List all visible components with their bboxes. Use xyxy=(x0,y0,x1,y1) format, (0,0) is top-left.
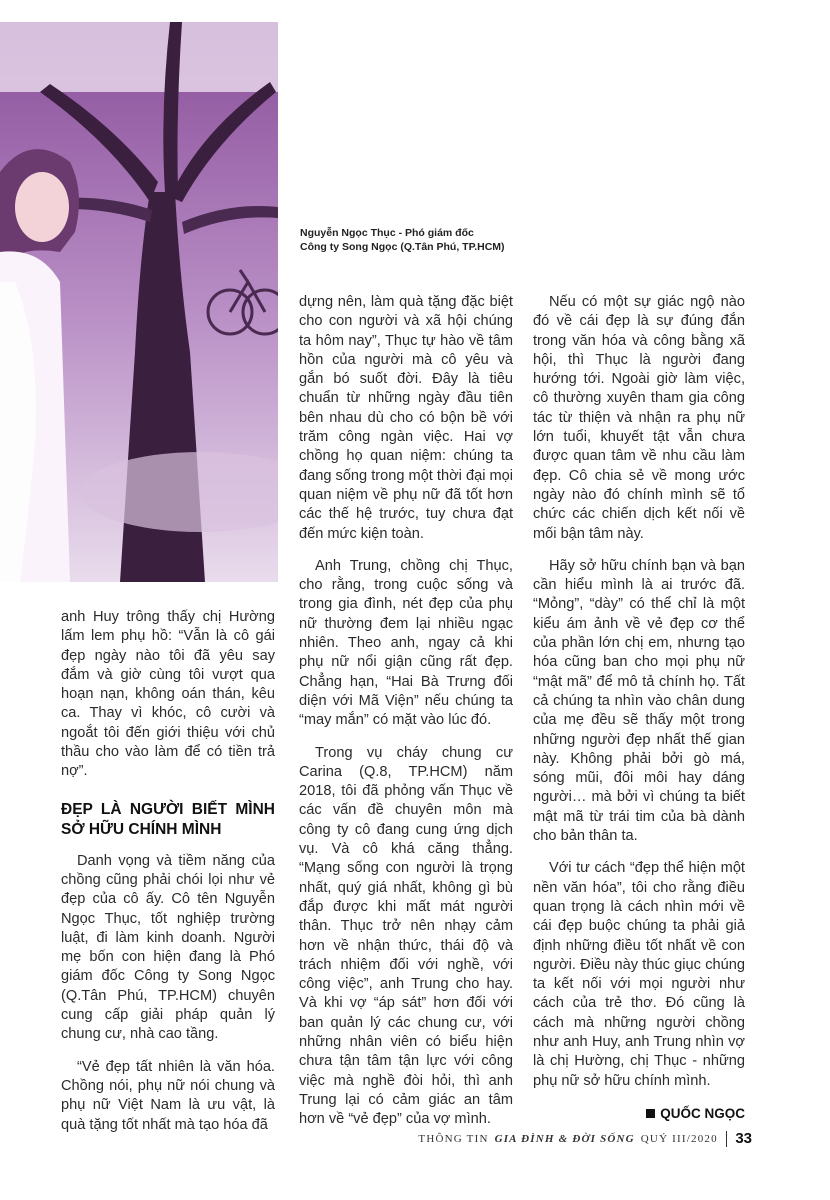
paragraph: Nếu có một sự giác ngộ nào đó về cái đẹp là sự đúng đắn trong văn hóa và công bằng xã hội, thì Thục là người đang hướng tới. Ngoài giờ làm việc, cô thường xuyên tham gia công tác từ thiện và nhận ra phụ nữ lớn tuổi, khuyết tật vẫn chưa được quan tâm về nhu cầu làm đẹp. Cô chia sẻ về mong ước ngày nào đó chính mình sẽ tổ chức các chiến dịch kết nối về mối bận tâm này. xyxy=(533,294,745,542)
article-column-2 xyxy=(299,293,513,1142)
article-column-1 xyxy=(61,608,275,1148)
article-photo xyxy=(0,22,278,582)
page-footer xyxy=(418,1130,752,1147)
paragraph: Hãy sở hữu chính bạn và bạn cần hiểu mình là ai trước đã. “Mỏng”, “dày” có thể chỉ là một kiểu ám ảnh về vẻ đẹp cơ thể của phần lớn chị em, nhưng tạo hóa cũng ban cho mọi phụ nữ “mật mã” để mô tả chính họ. Tất cả chúng ta nhìn vào chân dung của mẹ đều sẽ thấy một trong những người đẹp nhất thế gian này. Không phải bởi gò má, sóng mũi, đôi môi hay dáng người… mà bởi vì chúng ta biết mật mã từ trái tim của bà dành cho bản thân ta. xyxy=(533,557,745,845)
footer-divider xyxy=(726,1131,728,1147)
paragraph: Trong vụ cháy chung cư Carina (Q.8, TP.HCM) năm 2018, tôi đã phỏng vấn Thục về các vấn đề chuyên môn mà công ty cô đang cung ứng dịch vụ. Và cô khá căng thẳng. “Mạng sống con người là trọng nhất, quý giá nhất, không gì bù đắp được khi mất mát người thân. Thục trở nên nhạy cảm hơn về nhận thức, thái độ và trách nhiệm đối với nghề, với công việc”, anh Trung cho hay. Và khi vợ “áp sát” hơn đối với ban quản lý các chung cư, với những nhân viên có biểu hiện chưa tận tâm tận lực với công việc mà nghề đòi hỏi, thì anh Trung lại có cảm giác an tâm hơn về “vẻ đẹp” của vợ mình. xyxy=(299,744,513,1128)
photo-caption xyxy=(300,226,540,254)
page-number: 33 xyxy=(735,1130,752,1147)
caption-line-1: Nguyễn Ngọc Thục - Phó giám đốc xyxy=(300,227,474,239)
footer-prefix: THÔNG TIN xyxy=(418,1132,489,1145)
section-heading: ĐẸP LÀ NGƯỜI BIẾT MÌNH SỞ HỮU CHÍNH MÌNH xyxy=(61,800,275,838)
magazine-ampersand: & xyxy=(558,1132,569,1145)
author-name: QUỐC NGỌC xyxy=(660,1105,745,1121)
caption-line-2: Công ty Song Ngọc (Q.Tân Phú, TP.HCM) xyxy=(300,241,505,253)
author-byline xyxy=(533,1104,745,1123)
article-column-3 xyxy=(533,293,745,1123)
paragraph: “Vẻ đẹp tất nhiên là văn hóa. Chồng nói, phụ nữ nói chung và phụ nữ Việt Nam là ưu vật, là quà tặng tốt nhất mà tạo hóa đã xyxy=(61,1058,275,1133)
square-bullet-icon xyxy=(646,1109,655,1118)
magazine-name-part-2: ĐỜI SỐNG xyxy=(572,1132,635,1145)
magazine-name-part-1: GIA ĐÌNH xyxy=(494,1132,555,1145)
paragraph: anh Huy trông thấy chị Hường lấm lem phụ hồ: “Vẫn là cô gái đẹp ngày nào tôi đã yêu say đắm và giờ cùng tôi vượt qua hoạn nạn, không oán thán, kêu ca. Thay vì khóc, cô cười và ngoắt tôi đến giới thiệu với chủ thầu cho vào làm để có tiền trả nợ”. xyxy=(61,609,275,780)
paragraph: dựng nên, làm quà tặng đặc biệt cho con người và xã hội chúng ta hôm nay”, Thục tự hào về tâm hồn của người mà cô yêu và gắn bó suốt đời. Đây là tiêu chuẩn từ những ngày đầu tiên bên nhau dù cho có bộn bề với trăm công ngàn việc. Hai vợ chồng họ quan niệm: chúng ta đang sống trong một thời đại mọi quan niệm về phụ nữ đã tốt hơn các thế hệ trước, tuy chưa đạt đến mức kiện toàn. xyxy=(299,294,514,542)
paragraph: Anh Trung, chồng chị Thục, cho rằng, trong cuộc sống và trong gia đình, nét đẹp của phụ nữ thường đem lại nhiều ngạc nhiên. Theo anh, ngay cả khi phụ nữ nổi giận cũng rất đẹp. Chẳng hạn, “Hai Bà Trưng đối diện với Mã Viện” nếu chúng ta “may mắn” có mặt vào lúc đó. xyxy=(299,557,513,729)
tree-portrait-illustration xyxy=(0,22,278,582)
paragraph: Với tư cách “đẹp thể hiện một nền văn hóa”, tôi cho rằng điều quan trọng là cách nhìn mới về cái đẹp buộc chúng ta phải giả định những điều tốt nhất về con người. Điều này thúc giục chúng ta kết nối với mọi người như cách của trẻ thơ. Đó cũng là cách mà những người chồng như anh Huy, anh Trung nhìn vợ là chị Hường, chị Thục - những phụ nữ sở hữu chính mình. xyxy=(533,860,745,1089)
paragraph: Danh vọng và tiềm năng của chồng cũng phải chói lọi như vẻ đẹp của cô ấy. Cô tên Nguyễn Ngọc Thục, tốt nghiệp trường luật, đi làm kinh doanh. Người mẹ bốn con hiện đang là Phó giám đốc Công ty Song Ngọc (Q.Tân Phú, TP.HCM) chuyên cung cấp giải pháp quản lý chung cư, nhà cao tầng. xyxy=(61,852,275,1043)
issue-label: QUÝ III/2020 xyxy=(640,1132,718,1145)
